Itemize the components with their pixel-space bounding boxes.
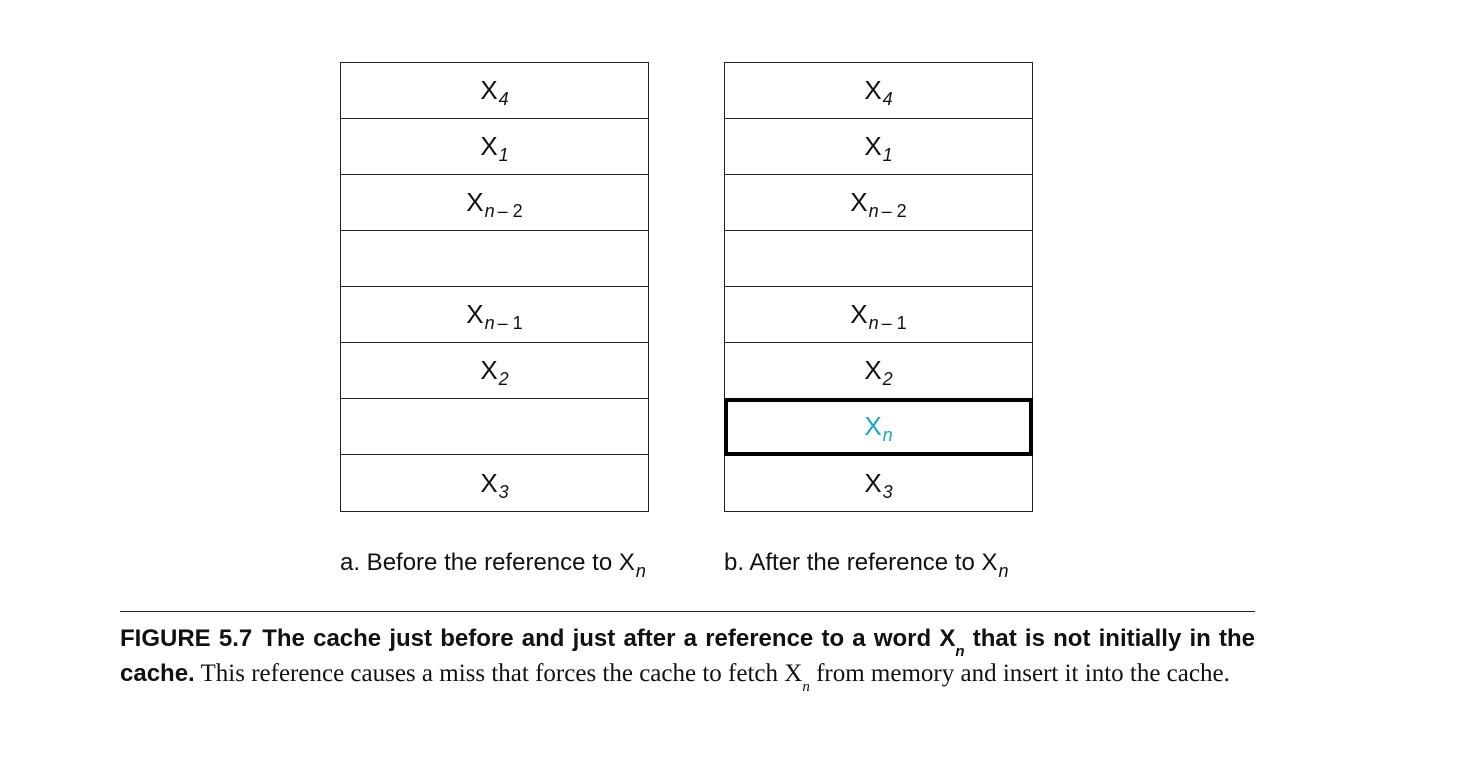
- cache-row: X n – 1: [341, 287, 648, 343]
- figure-title: The cache just before and just after a reference to a word $X_n$ that is not initially in the cache.: [120, 625, 1256, 687]
- caption-divider: [120, 611, 1255, 612]
- after-label: b. After the reference to $X_n$: [724, 549, 1009, 581]
- cache-row: X 1: [725, 119, 1032, 175]
- cache-before: [340, 62, 649, 512]
- cache-row: X n – 2: [725, 175, 1032, 231]
- figure-caption: [120, 623, 1255, 693]
- cache-row: X 1: [341, 119, 648, 175]
- cache-row-empty: [341, 231, 648, 287]
- cache-row: X 4: [341, 63, 648, 119]
- cache-row: X n – 2: [341, 175, 648, 231]
- cache-row-empty: [341, 399, 648, 455]
- cache-row: X 3: [480, 467, 509, 502]
- figure-body: This reference causes a miss that forces the cache to fetch $X_n$ from memory and insert it into the cache.: [194, 660, 1230, 695]
- cache-row: X 4: [725, 63, 1032, 119]
- before-label: a. Before the reference to $X_n$: [340, 549, 646, 581]
- cache-row: X 3: [864, 467, 893, 502]
- figure-number: FIGURE 5.7: [120, 625, 253, 652]
- cache-row-new-entry: X n: [725, 399, 1032, 455]
- cache-after: [724, 62, 1033, 512]
- cache-row: X n – 1: [725, 287, 1032, 343]
- cache-row: X 2: [725, 343, 1032, 399]
- cache-row-empty: [725, 231, 1032, 287]
- cache-row: X 2: [341, 343, 648, 399]
